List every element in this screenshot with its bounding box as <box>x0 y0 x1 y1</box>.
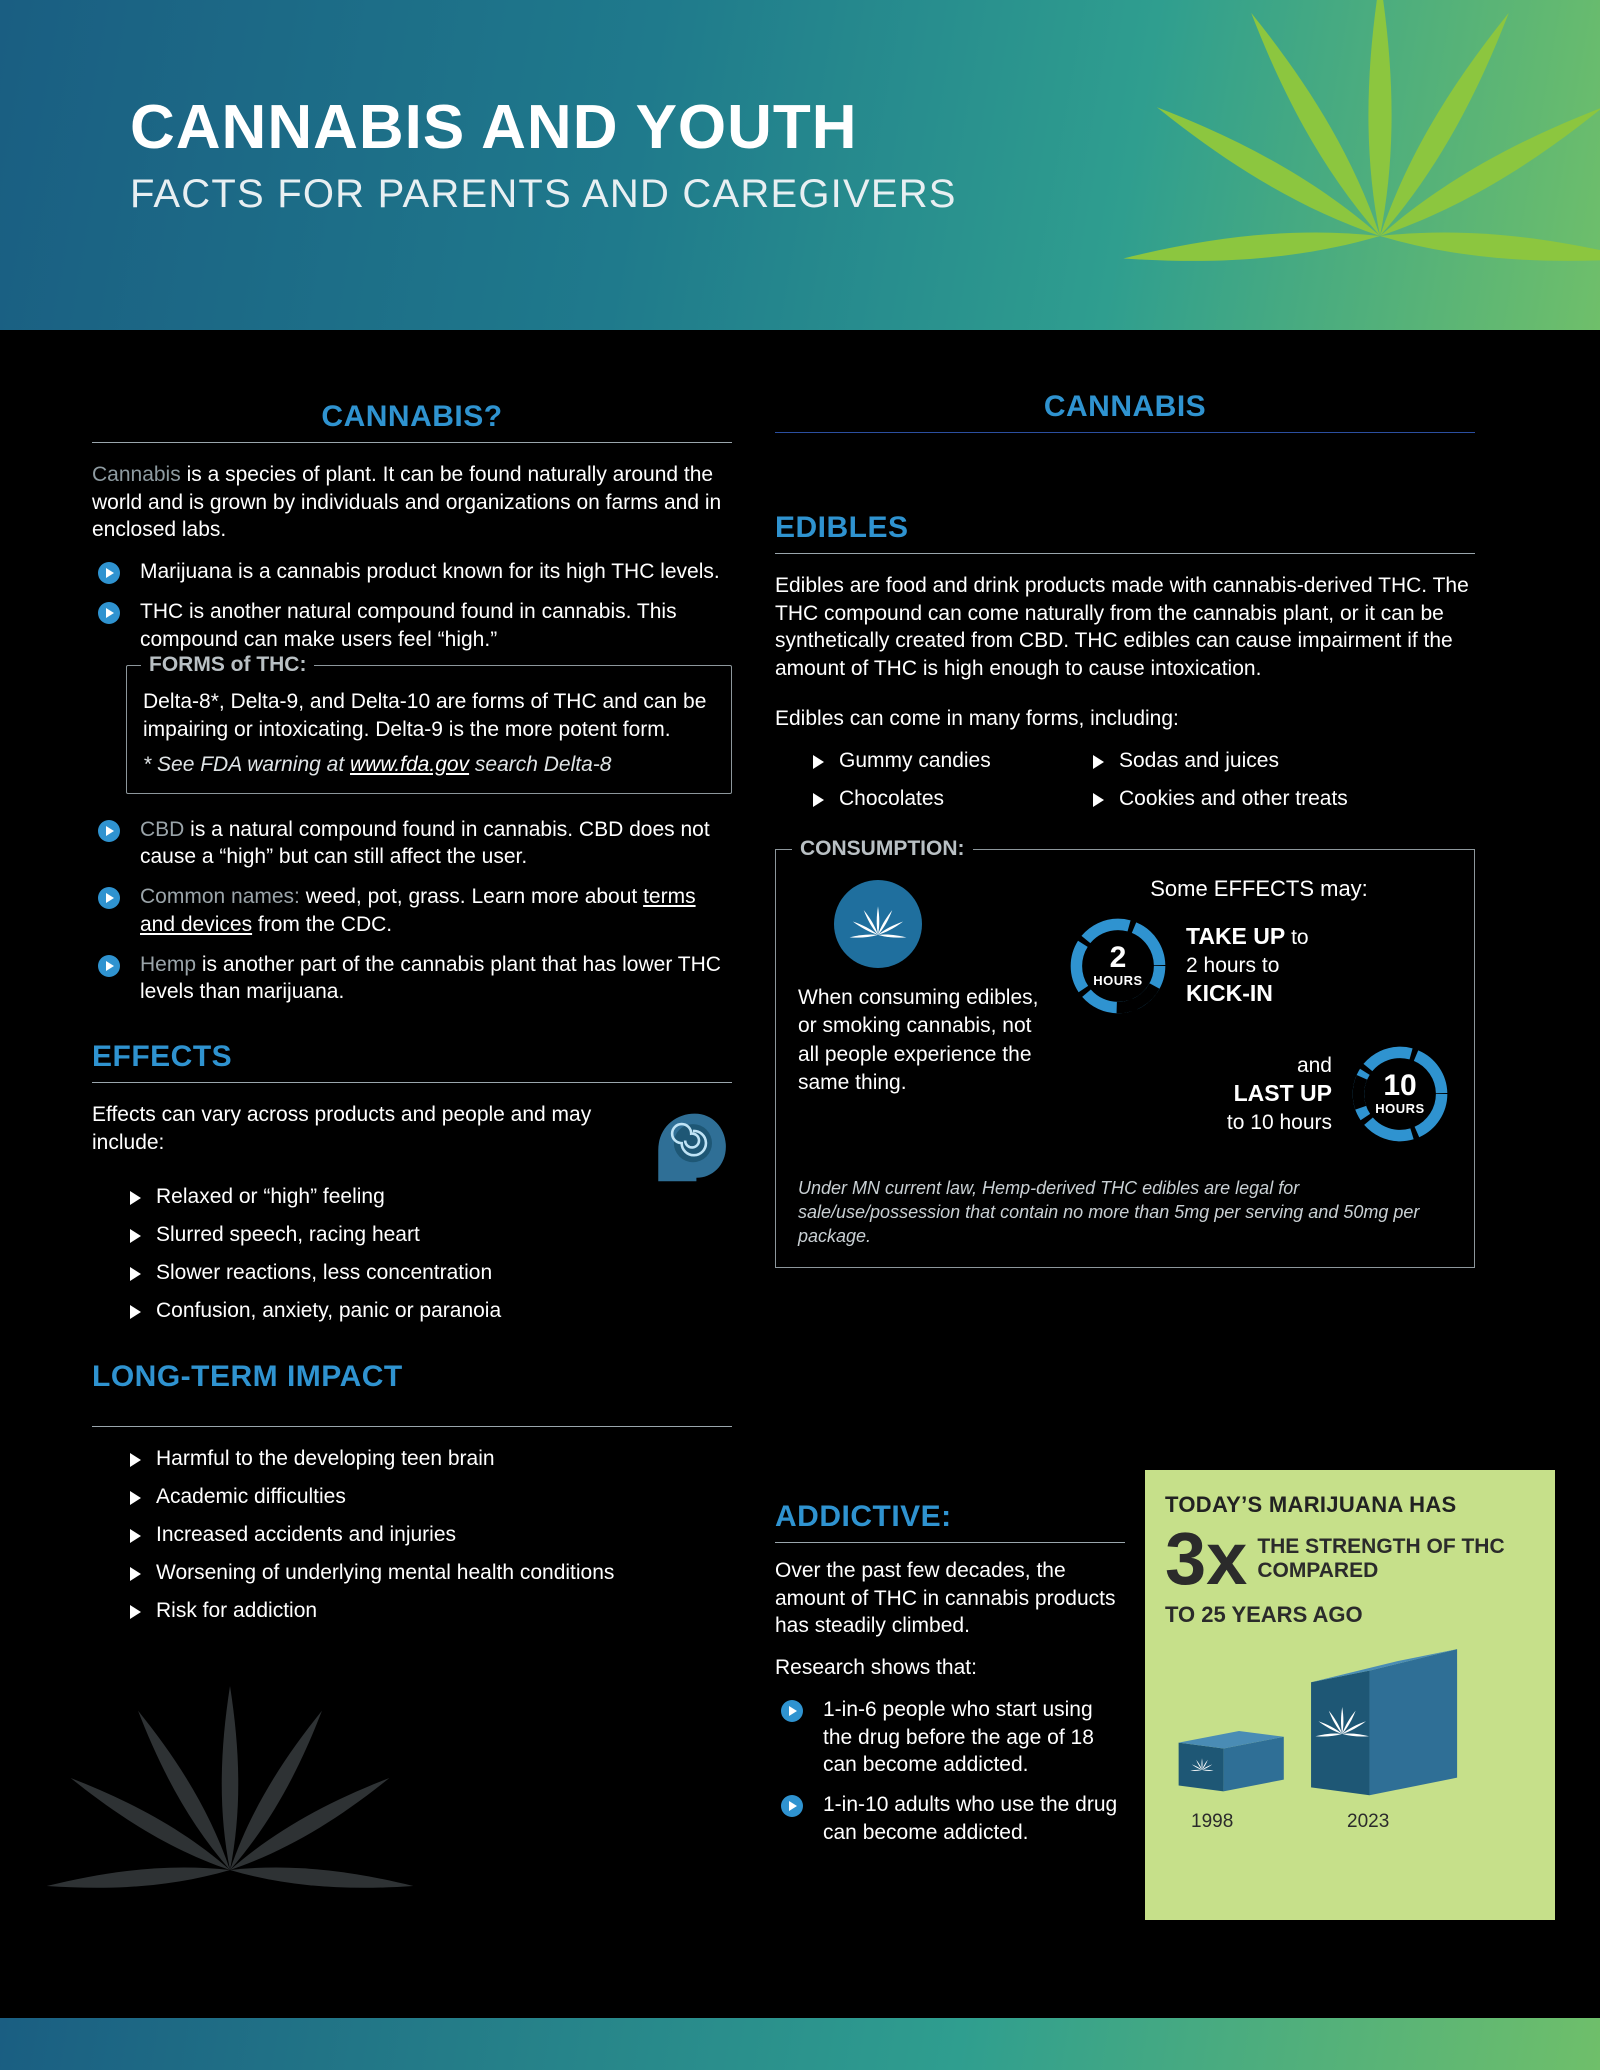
lastup-text <box>1066 1052 1332 1136</box>
list-item-keyword: Common names: <box>140 885 300 909</box>
list-item-label: 1-in-6 people who start using the drug before the age of 18 can become addicted. <box>823 1697 1094 1777</box>
fda-note-suffix: search Delta-8 <box>469 752 612 776</box>
effects-list <box>92 1183 732 1326</box>
cannabis-leaf-watermark-icon <box>30 1630 430 2030</box>
list-item: Sodas and juices <box>1089 747 1348 775</box>
fda-note <box>143 751 715 779</box>
divider <box>92 442 732 443</box>
list-item <box>775 1791 1125 1846</box>
effects-intro: Effects can vary across products and people and may include: <box>92 1103 592 1154</box>
arrow-bullet-icon <box>781 1700 803 1722</box>
head-spiral-icon <box>640 1105 732 1183</box>
consumption-right <box>1066 876 1452 1160</box>
list-item <box>92 816 732 871</box>
arrow-bullet-icon <box>98 820 120 842</box>
lastup-line1: and <box>1296 1053 1332 1077</box>
terms-and-devices-link[interactable]: terms and devices <box>140 885 696 936</box>
panel-bottom-text: TO 25 YEARS AGO <box>1165 1602 1363 1627</box>
forms-of-thc-legend: FORMS of THC: <box>141 653 314 677</box>
right-column <box>775 390 1475 1268</box>
divider <box>775 432 1475 433</box>
left-column <box>92 400 732 1635</box>
list-item: Increased accidents and injuries <box>126 1521 732 1549</box>
clock-label <box>1066 914 1170 1018</box>
list-item: Worsening of underlying mental health conditions <box>126 1559 732 1587</box>
lastup-line2: LAST UP <box>1233 1079 1332 1106</box>
cannabis-leaf-icon <box>1100 0 1600 330</box>
cannabis-bullets <box>92 558 732 653</box>
page-header <box>0 0 1600 330</box>
list-item-label: weed, pot, grass. Learn more about <box>299 885 644 909</box>
mn-law-note: Under MN current law, Hemp-derived THC edibles are legal for sale/use/possession that contain no more than 5mg per serving and 50mg per package. <box>798 1177 1420 1247</box>
cannabis-intro-keyword: Cannabis <box>92 463 181 486</box>
clock-row-lastup <box>1066 1042 1452 1146</box>
clock-number: 10 <box>1383 1069 1417 1103</box>
effects-intro-row <box>92 1101 732 1183</box>
list-item-label: is another part of the cannabis plant that has lower THC levels than marijuana. <box>140 952 721 1004</box>
list-item: Cookies and other treats <box>1089 785 1348 813</box>
list-item: Confusion, anxiety, panic or paranoia <box>126 1297 732 1325</box>
list-item <box>92 951 732 1006</box>
clock-unit: HOURS <box>1375 1101 1425 1117</box>
clock-number: 2 <box>1109 941 1127 975</box>
list-item: Chocolates <box>809 785 1069 813</box>
list-item-keyword: CBD <box>140 817 185 841</box>
section-heading-addictive: ADDICTIVE: <box>775 1500 952 1533</box>
list-item <box>775 1696 1125 1779</box>
list-item: Slower reactions, less concentration <box>126 1259 732 1287</box>
bar-label-1998: 1998 <box>1191 1811 1234 1833</box>
forms-of-thc-box <box>126 653 732 793</box>
thc-strength-panel <box>1145 1470 1555 1920</box>
clock-label <box>1348 1042 1452 1146</box>
list-item: Harmful to the developing teen brain <box>126 1445 732 1473</box>
footer-strip <box>0 2018 1600 2070</box>
kickin-line1-tail: to <box>1285 926 1309 950</box>
page-title: CANNABIS AND YOUTH <box>130 93 858 162</box>
section-heading-cannabis-right: CANNABIS <box>1043 390 1207 423</box>
cannabis-leaf-icon <box>847 893 909 955</box>
list-item: Academic difficulties <box>126 1483 732 1511</box>
page-subtitle: FACTS FOR PARENTS AND CAREGIVERS <box>130 172 957 217</box>
addictive-section <box>775 1500 1125 1858</box>
edibles-forms-intro: Edibles can come in many forms, including: <box>775 706 1179 730</box>
divider <box>775 1542 1125 1543</box>
section-heading-effects: EFFECTS <box>92 1040 233 1073</box>
list-item-label: is a natural compound found in cannabis. CBD does not cause a “high” but can still affect the user. <box>140 817 710 869</box>
lastup-line3: to 10 hours <box>1226 1110 1332 1134</box>
arrow-bullet-icon <box>98 955 120 977</box>
bar-label-2023: 2023 <box>1347 1811 1390 1833</box>
panel-mid <box>1165 1517 1535 1600</box>
divider <box>775 553 1475 554</box>
cannabis-intro <box>92 461 732 544</box>
arrow-bullet-icon <box>98 602 120 624</box>
list-item: Risk for addiction <box>126 1597 732 1625</box>
section-heading-cannabis: CANNABIS? <box>321 400 503 433</box>
clock-10-hours-icon <box>1348 1042 1452 1146</box>
list-item-label: 1-in-10 adults who use the drug can become addicted. <box>823 1793 1118 1844</box>
section-heading-longterm: LONG-TERM IMPACT <box>92 1359 403 1393</box>
clock-row-kickin <box>1066 914 1452 1018</box>
consumption-effects-title: Some EFFECTS may: <box>1150 875 1368 901</box>
forms-of-thc-text: Delta-8*, Delta-9, and Delta-10 are forms of THC and can be impairing or intoxicating. Delta-9 is the more potent form. <box>143 690 707 742</box>
bar-boxes <box>1165 1631 1535 1827</box>
list-item: Slurred speech, racing heart <box>126 1221 732 1249</box>
consumption-box <box>775 836 1475 1268</box>
consumption-legend: CONSUMPTION: <box>792 837 973 861</box>
kickin-line3: KICK-IN <box>1186 980 1273 1007</box>
list-item <box>92 598 732 653</box>
arrow-bullet-icon <box>98 887 120 909</box>
panel-top-text: TODAY’S MARIJUANA HAS <box>1165 1492 1457 1517</box>
list-item-label: THC is another natural compound found in cannabis. This compound can make users feel “high.” <box>140 599 677 651</box>
arrow-bullet-icon <box>98 562 120 584</box>
clock-2-hours-icon <box>1066 914 1170 1018</box>
fda-link[interactable]: www.fda.gov <box>350 752 470 776</box>
panel-mid-text: THE STRENGTH OF THC COMPARED <box>1257 1534 1505 1582</box>
edibles-forms-lists <box>775 747 1475 823</box>
consumption-left-text: When consuming edibles, or smoking cannabis, not all people experience the same thing. <box>798 985 1039 1094</box>
edibles-paragraph: Edibles are food and drink products made with cannabis-derived THC. The THC compound can come naturally from the cannabis plant, or it can be synthetically created from CBD. THC edibles can cause impairment if the amount of THC is high enough to cause intoxication. <box>775 574 1469 681</box>
arrow-bullet-icon <box>781 1795 803 1817</box>
list-item-keyword: Hemp <box>140 952 197 976</box>
list-item: Gummy candies <box>809 747 1069 775</box>
cannabis-bullets-2 <box>92 816 732 1006</box>
cannabis-leaf-badge-icon <box>834 880 922 968</box>
kickin-line1: TAKE UP <box>1186 923 1286 950</box>
kickin-line2: 2 hours to <box>1186 954 1280 978</box>
section-heading-edibles: EDIBLES <box>775 511 909 544</box>
strength-multiplier: 3x <box>1165 1517 1248 1600</box>
addictive-bullets <box>775 1696 1125 1847</box>
edibles-forms-col2 <box>1089 747 1348 823</box>
divider <box>92 1426 732 1427</box>
strength-bar-chart <box>1165 1631 1535 1831</box>
list-item: Relaxed or “high” feeling <box>126 1183 732 1211</box>
clock-unit: HOURS <box>1093 973 1143 989</box>
kickin-text <box>1186 922 1309 1009</box>
list-item-label: Marijuana is a cannabis product known for its high THC levels. <box>140 560 720 584</box>
list-item <box>92 558 732 586</box>
research-intro: Research shows that: <box>775 1656 977 1680</box>
longterm-list <box>92 1445 732 1626</box>
consumption-grid <box>798 876 1452 1160</box>
consumption-left <box>798 876 1048 1160</box>
list-item-tail: from the CDC. <box>252 912 393 936</box>
list-item <box>92 883 732 938</box>
fda-note-prefix: * See FDA warning at <box>143 752 350 776</box>
edibles-forms-col1 <box>809 747 1069 823</box>
addictive-paragraph: Over the past few decades, the amount of THC in cannabis products has steadily climbed. <box>775 1559 1116 1638</box>
divider <box>92 1082 732 1083</box>
cannabis-intro-text: is a species of plant. It can be found naturally around the world and is grown by individuals and organizations on farms and in enclosed labs. <box>92 463 722 542</box>
